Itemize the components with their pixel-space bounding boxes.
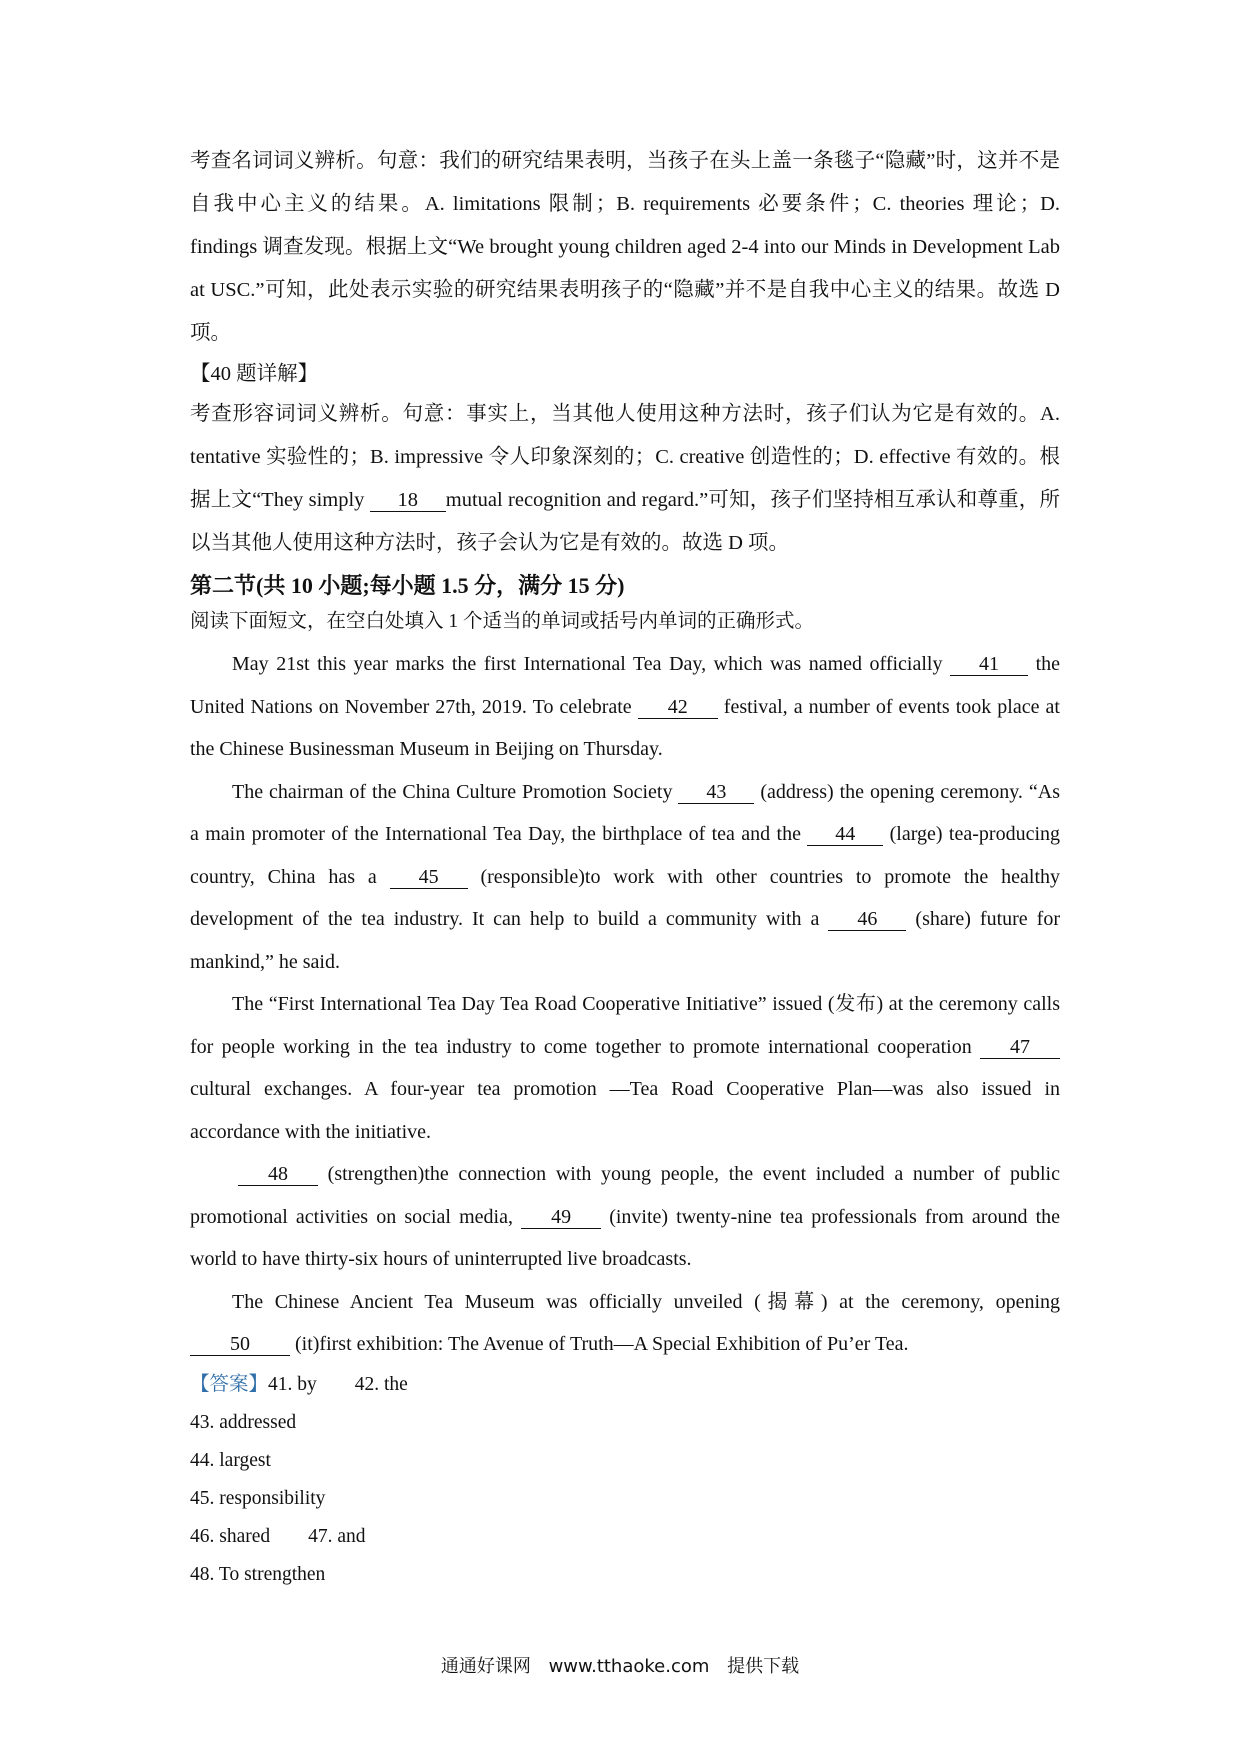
passage-text: The Chinese Ancient Tea Museum was officially unveiled (揭幕) at the ceremony, opening [232, 1290, 1060, 1313]
passage-paragraph-4 [190, 1153, 1060, 1281]
blank-49: 49 [521, 1206, 601, 1229]
answer-47: 47. and [308, 1525, 366, 1547]
passage-text: (address) the opening ceremony. “As a main promoter of the International Tea Day, the birthplace of tea and the [190, 780, 1060, 845]
answer-45: 45. responsibility [190, 1487, 326, 1509]
q40-text-b: mutual recognition and regard.”可知，孩子们坚持相互承认和尊重，所以当其他人使用这种方法时，孩子会认为它是有效的。故选 D 项。 [190, 489, 1060, 554]
passage-paragraph-5 [190, 1281, 1060, 1366]
blank-45: 45 [390, 866, 468, 889]
q40-blank-18: 18 [370, 489, 446, 512]
footer-url: www.tthaoke.com [548, 1656, 710, 1677]
blank-47: 47 [980, 1036, 1060, 1059]
answer-block [190, 1366, 1060, 1594]
passage-text: (large) tea-producing country, China has a [190, 823, 1060, 888]
blank-41: 41 [950, 653, 1028, 676]
passage-text: The chairman of the China Culture Promotion Society [232, 780, 679, 803]
blank-42: 42 [638, 696, 718, 719]
passage-paragraph-2 [190, 771, 1060, 984]
q39-explanation: 考查名词词义辨析。句意：我们的研究结果表明，当孩子在头上盖一条毯子“隐藏”时，这并不是自我中心主义的结果。A. limitations 限制；B. requirements 必要条件；C. theories 理论；D. findings 调查发现。根据上文“We brought young children aged 2-4 into our Minds in Development Lab at USC.”可知，此处表示实验的研究结果表明孩子的“隐藏”并不是自我中心主义的结果。故选 D 项。 [190, 150, 1060, 344]
answer-44: 44. largest [190, 1449, 271, 1471]
footer-site-name: 通通好课网 [440, 1656, 531, 1677]
passage-text: May 21st this year marks the first International Tea Day, which was named officially [232, 653, 951, 675]
passage-text: cultural exchanges. A four-year tea promotion —Tea Road Cooperative Plan—was also issued in accordance with the initiative. [190, 1078, 1060, 1143]
passage-text: festival, a number of events took place at the Chinese Businessman Museum in Beijing on Thursday. [190, 695, 1060, 760]
footer-suffix: 提供下载 [727, 1656, 800, 1677]
blank-46: 46 [828, 908, 906, 931]
passage-text: (responsible)to work with other countries to promote the healthy development of the tea industry. It can help to build a community with a [190, 865, 1061, 930]
blank-48: 48 [238, 1163, 318, 1186]
blank-43: 43 [678, 781, 754, 804]
passage-paragraph-3 [190, 983, 1060, 1153]
instructions: 阅读下面短文，在空白处填入 1 个适当的单词或括号内单词的正确形式。 [190, 611, 815, 632]
blank-50: 50 [190, 1333, 290, 1356]
q40-explanation [190, 393, 1060, 565]
passage-text: (it)first exhibition: The Avenue of Truth—A Special Exhibition of Pu’er Tea. [290, 1333, 909, 1355]
section-title: 第二节(共 10 小题;每小题 1.5 分，满分 15 分) [190, 573, 625, 598]
passage-text: (invite) twenty-nine tea professionals from around the world to have thirty-six hours of uninterrupted live broadcasts. [190, 1205, 1060, 1270]
answer-41: 41. by [268, 1373, 317, 1395]
blank-44: 44 [807, 823, 883, 846]
answer-42: 42. the [354, 1373, 408, 1395]
page-footer [0, 1652, 1240, 1678]
answer-line [190, 1366, 1060, 1404]
answer-line [190, 1518, 1060, 1556]
passage-text: (share) future for mankind,” he said. [190, 908, 1061, 973]
passage-paragraph-1 [190, 643, 1060, 771]
q40-text-a: 考查形容词词义辨析。句意：事实上，当其他人使用这种方法时，孩子们认为它是有效的。A. tentative 实验性的；B. impressive 令人印象深刻的；C. creative 创造性的；D. effective 有效的。根据上文“They simply [190, 403, 1060, 511]
answer-43: 43. addressed [190, 1411, 297, 1433]
passage-text: The “First International Tea Day Tea Road Cooperative Initiative” issued (发布) at the ceremony calls for people working in the tea industry to come together to promote international cooperation [190, 993, 1060, 1058]
answer-48: 48. To strengthen [190, 1563, 326, 1585]
answer-46: 46. shared [190, 1525, 271, 1547]
document-page [190, 140, 1060, 1594]
answer-label: 【答案】 [190, 1373, 269, 1395]
passage-text: (strengthen)the connection with young people, the event included a number of public promotional activities on social media, [190, 1163, 1060, 1228]
passage-text: the United Nations on November 27th, 2019. To celebrate [190, 653, 1061, 718]
q40-header: 【40 题详解】 [190, 363, 319, 385]
